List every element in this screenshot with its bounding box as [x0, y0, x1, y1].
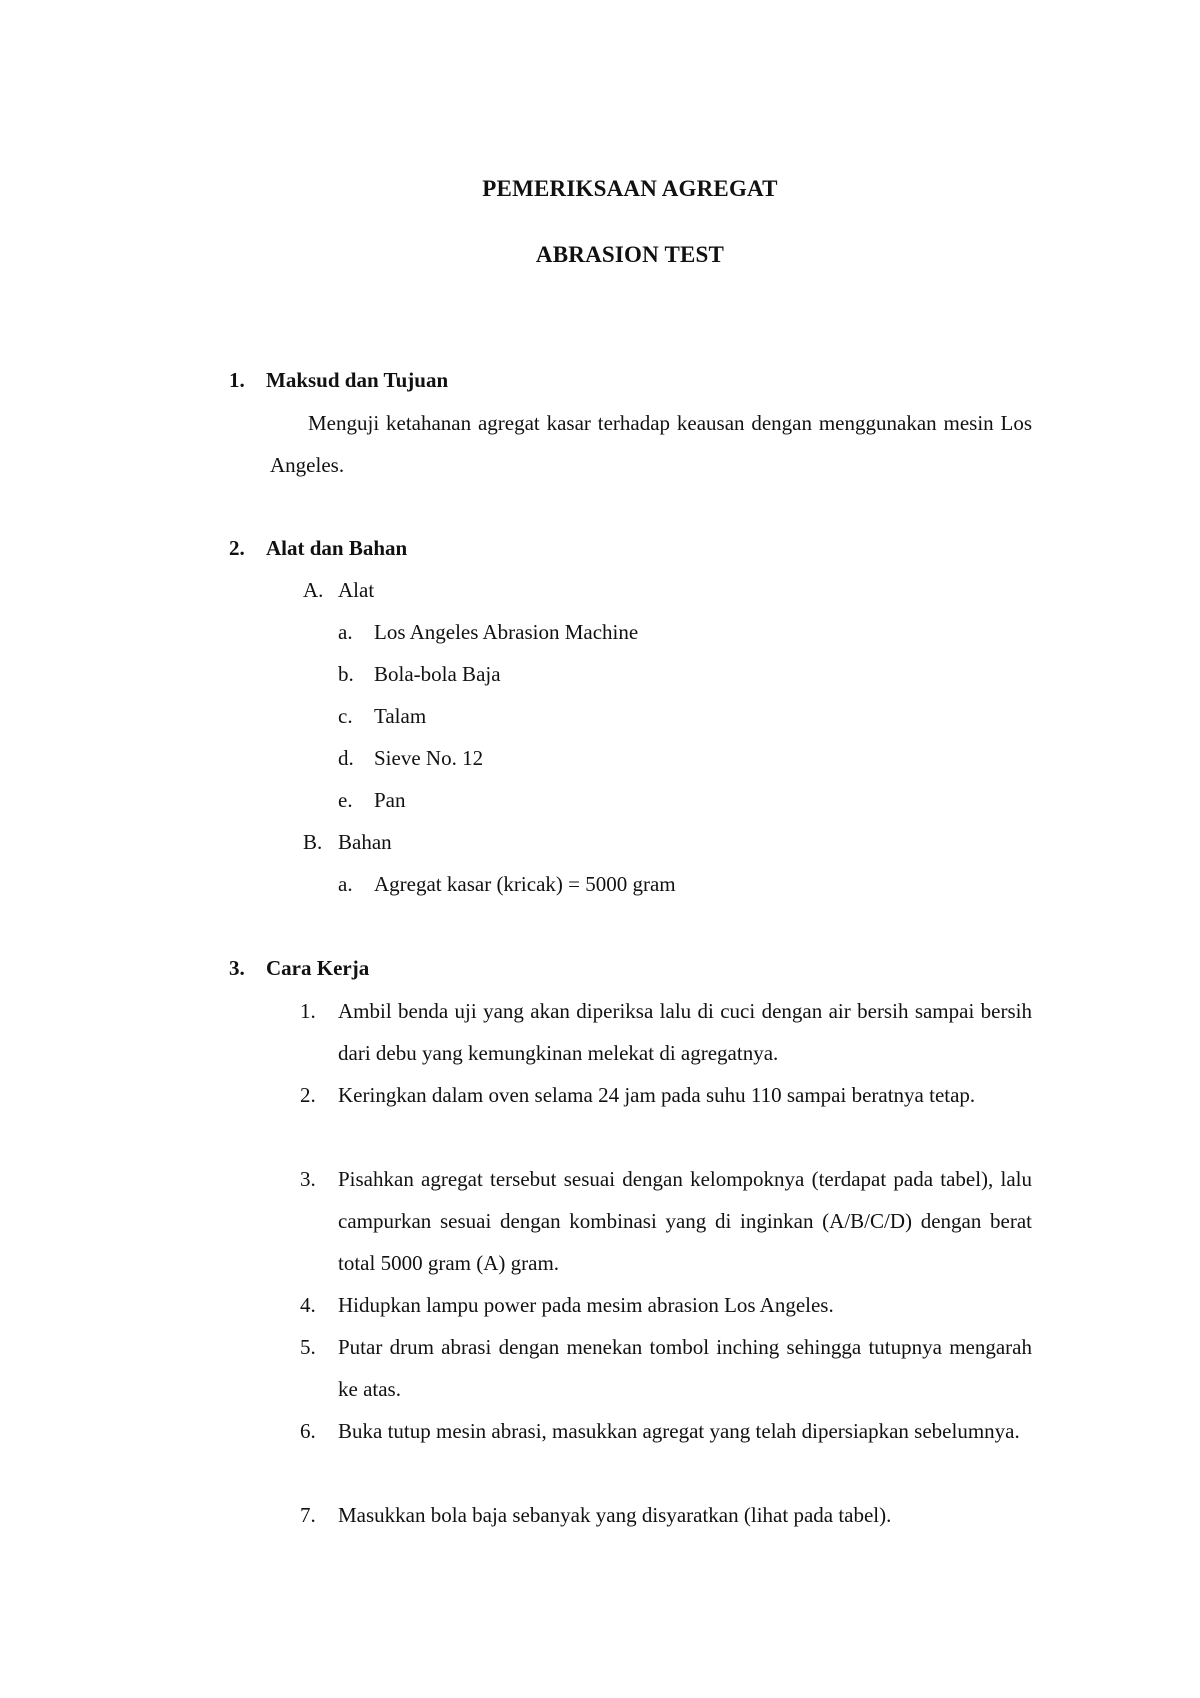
list-text: Pan [374, 788, 406, 812]
section-1-number: 1. [229, 368, 245, 392]
section-1-title: Maksud dan Tujuan [266, 368, 449, 392]
list-text: Agregat kasar (kricak) = 5000 gram [374, 872, 676, 896]
group-marker: A. [303, 578, 324, 602]
section-3-number: 3. [229, 956, 245, 980]
step-item [300, 1410, 1032, 1452]
group-label: Bahan [338, 830, 392, 854]
step-text: Putar drum abrasi dengan menekan tombol inching sehingga tutupnya mengarah ke atas. [338, 1335, 1032, 1401]
list-text: Sieve No. 12 [374, 746, 484, 770]
step-text: Pisahkan agregat tersebut sesuai dengan kelompoknya (terdapat pada tabel), lalu campurkan sesuai dengan kombinasi yang di inginkan (A/B/C/D) dengan berat total 5000 gram (A) gram. [338, 1167, 1032, 1275]
step-number: 4. [300, 1293, 316, 1317]
step-item [300, 1158, 1032, 1284]
step-text: Masukkan bola baja sebanyak yang disyaratkan (lihat pada tabel). [338, 1503, 892, 1527]
section-3-title: Cara Kerja [266, 956, 370, 980]
step-item [300, 990, 1032, 1074]
step-text: Hidupkan lampu power pada mesim abrasion Los Angeles. [338, 1293, 834, 1317]
step-number: 5. [300, 1335, 316, 1359]
group-marker: B. [303, 830, 323, 854]
list-marker: c. [338, 704, 353, 728]
step-number: 6. [300, 1419, 316, 1443]
step-item [300, 1494, 1032, 1536]
list-marker: a. [338, 872, 353, 896]
list-marker: a. [338, 620, 353, 644]
document-subtitle: ABRASION TEST [535, 242, 725, 267]
step-text: Ambil benda uji yang akan diperiksa lalu di cuci dengan air bersih sampai bersih dari debu yang kemungkinan melekat di agregatnya. [338, 999, 1032, 1065]
step-item [300, 1284, 1032, 1326]
group-label: Alat [338, 578, 375, 602]
section-2-title: Alat dan Bahan [266, 536, 408, 560]
step-item [300, 1074, 1032, 1116]
step-text: Buka tutup mesin abrasi, masukkan agregat yang telah dipersiapkan sebelumnya. [338, 1419, 1020, 1443]
step-text: Keringkan dalam oven selama 24 jam pada suhu 110 sampai beratnya tetap. [338, 1083, 976, 1107]
section-1-paragraph: Menguji ketahanan agregat kasar terhadap keausan dengan menggunakan mesin Los Angeles. [270, 411, 1032, 477]
list-text: Bola-bola Baja [374, 662, 501, 686]
list-text: Los Angeles Abrasion Machine [374, 620, 639, 644]
list-marker: e. [338, 788, 353, 812]
step-number: 3. [300, 1167, 316, 1191]
list-marker: d. [338, 746, 354, 770]
step-number: 7. [300, 1503, 316, 1527]
step-number: 1. [300, 999, 316, 1023]
document-title: PEMERIKSAAN AGREGAT [482, 176, 778, 201]
section-2-number: 2. [229, 536, 245, 560]
list-text: Talam [374, 704, 427, 728]
step-item [300, 1326, 1032, 1410]
step-number: 2. [300, 1083, 316, 1107]
list-marker: b. [338, 662, 354, 686]
